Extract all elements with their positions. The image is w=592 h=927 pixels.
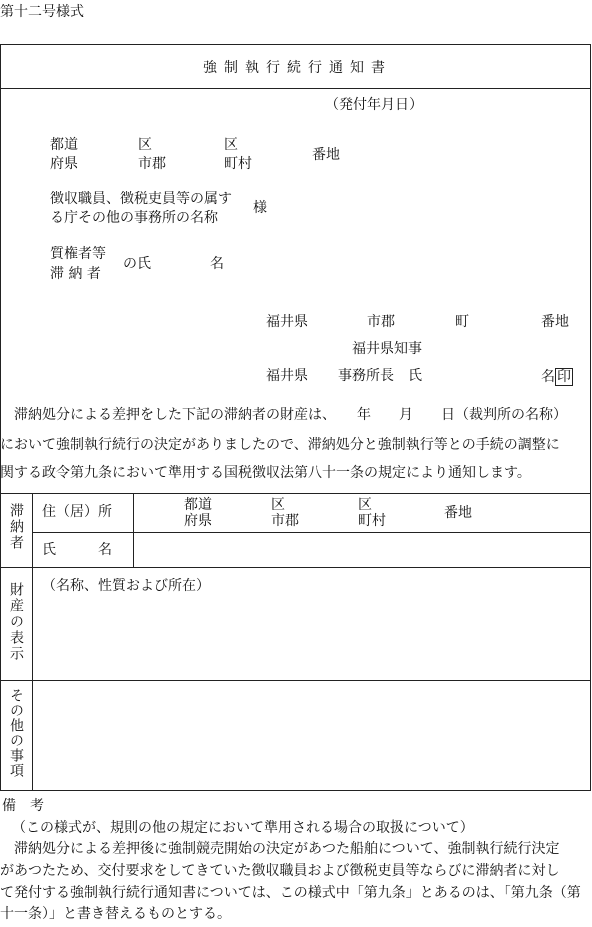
table-row-divider-1: [32, 532, 591, 533]
honorific-sama: 様: [253, 200, 267, 216]
table-pref-2: 府県: [184, 513, 212, 529]
name-label: 氏 名: [42, 542, 112, 558]
addressee-pref-1: 都道: [50, 137, 78, 153]
table-banchi: 番地: [444, 505, 472, 521]
sender-pref: 福井県: [266, 314, 308, 330]
holder-mei: 名: [210, 256, 224, 272]
sender-town: 町: [455, 314, 469, 330]
sender-governor: 福井県知事: [352, 341, 422, 357]
form-number: 第十二号様式: [0, 4, 84, 20]
notes-line-3: があつたため、交付要求をしてきていた徴収職員および徴税吏員等ならびに滞納者に対し: [0, 863, 560, 879]
body-divider: [0, 493, 591, 494]
table-row-divider-3: [0, 680, 591, 681]
sender-city: 市郡: [367, 314, 395, 330]
address-label: 住（居）所: [42, 504, 112, 520]
table-ku2-1: 区: [358, 497, 372, 513]
body-line-2: において強制執行続行の決定がありましたので、滞納処分と強制執行等との手続の調整に: [0, 437, 560, 453]
notes-heading: 備 考: [2, 798, 44, 814]
sender-name-field: [541, 368, 573, 386]
office-name-line2: る庁その他の事務所の名称: [50, 210, 218, 226]
table-field-divider: [133, 493, 134, 567]
holder-label-1: 質権者等: [50, 246, 106, 262]
other-label: その他の事項: [8, 688, 24, 778]
sender-office-head: 事務所長 氏: [338, 368, 422, 384]
title-divider: [0, 88, 591, 89]
office-name-line1: 徴収職員、徴税吏員等の属す: [50, 191, 232, 207]
addressee-ku-2: 市郡: [138, 156, 166, 172]
table-label-divider: [32, 493, 33, 791]
body-line-3: 関する政令第九条において準用する国税徴収法第八十一条の規定により通知します。: [0, 465, 531, 481]
issue-date: （発付年月日）: [325, 97, 423, 113]
sender-mei: 名: [541, 369, 555, 385]
property-note: （名称、性質および所在）: [42, 578, 210, 594]
addressee-ku2-1: 区: [224, 137, 238, 153]
notes-line-4: て発付する強制執行続行通知書については、この様式中「第九条」とあるのは、「第九条（第: [0, 885, 581, 901]
table-ku2-2: 町村: [358, 513, 386, 529]
sender-pref-2: 福井県: [266, 368, 308, 384]
addressee-banchi: 番地: [312, 147, 340, 163]
document-title: 強制執行続行通知書: [203, 60, 392, 76]
addressee-ku-1: 区: [138, 137, 152, 153]
property-label: 財産の表示: [8, 582, 24, 662]
notes-line-5: 十一条）」と書き替えるものとする。: [0, 906, 231, 922]
table-row-divider-2: [0, 567, 591, 568]
notes-line-1: （この様式が、規則の他の規定において準用される場合の取扱について）: [12, 820, 474, 836]
table-pref-1: 都道: [184, 497, 212, 513]
holder-label-2: 滞 納 者: [50, 266, 101, 282]
addressee-ku2-2: 町村: [224, 156, 252, 172]
table-ku-2: 市郡: [271, 513, 299, 529]
delinquent-label: 滞納者: [8, 503, 24, 551]
body-line-1: 滞納処分による差押をした下記の滞納者の財産は、 年 月 日（裁判所の名称）: [0, 407, 567, 423]
addressee-pref-2: 府県: [50, 156, 78, 172]
holder-no-shi: の氏: [123, 256, 151, 272]
notes-line-2: 滞納処分による差押後に強制競売開始の決定があつた船舶について、強制執行続行決定: [14, 841, 560, 857]
sender-banchi: 番地: [541, 314, 569, 330]
seal-mark: 印: [557, 369, 571, 385]
table-ku-1: 区: [271, 497, 285, 513]
